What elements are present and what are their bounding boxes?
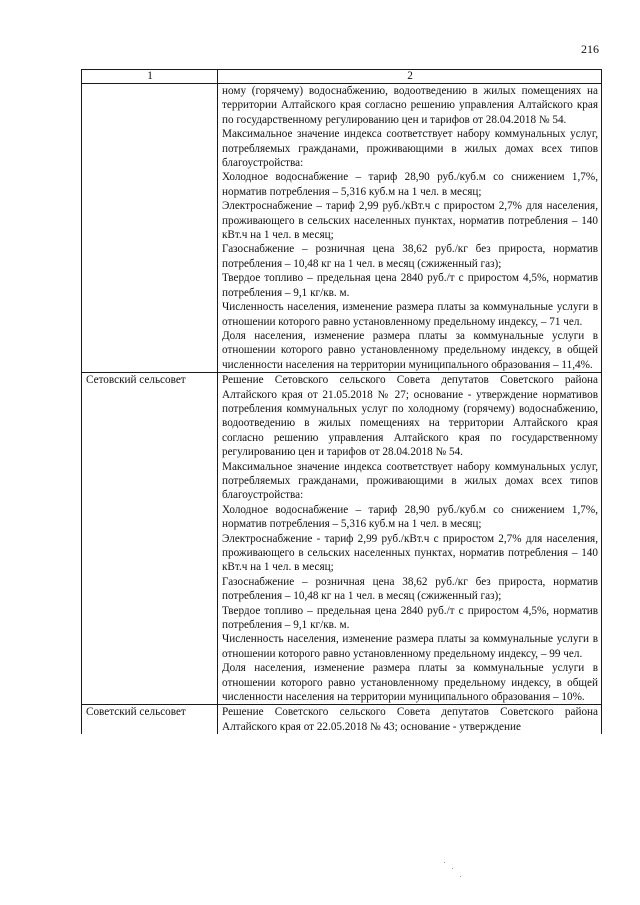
decision-content-cell	[218, 84, 602, 373]
table-row	[82, 705, 602, 735]
decision-content-cell	[218, 373, 602, 705]
paragraph-electricity: Электроснабжение - тариф 2,99 руб./кВт.ч с приростом 2,7% для населения, проживающего в сельских населенных пунктах, норматив потребления – 140 кВт.ч на 1 чел. в месяц;	[222, 532, 598, 574]
page-number: 216	[581, 42, 599, 56]
column-header-2: 2	[218, 70, 602, 84]
clipped-text-wrapper	[222, 705, 598, 734]
table-row	[82, 84, 602, 373]
paragraph-population-count: Численность населения, изменение размера платы за коммунальные услуги в отношении которого равно установленному предельному индексу, – 71 чел.	[222, 301, 598, 328]
scan-speck	[452, 868, 453, 869]
scan-speck	[460, 876, 461, 877]
table-header-row	[82, 70, 602, 84]
settlement-name-cell	[82, 84, 218, 373]
settlement-name-cell: Сетовский сельсовет	[82, 373, 218, 705]
paragraph-electricity: Электроснабжение – тариф 2,99 руб./кВт.ч с приростом 2,7% для населения, проживающего в сельских населенных пунктах, норматив потребления – 140 кВт.ч на 1 чел. в месяц;	[222, 200, 598, 242]
paragraph-decision: Решение Сетовского сельского Совета депутатов Советского района Алтайского края от 21.05.2018 № 27; основание - утверждение нормативов потребления коммунальных услуг по холодному (горячему) водоснабжению, водоотведению в жилых помещениях на территории Алтайского края согласно решению управления Алтайского края по государственному регулированию цен и тарифов от 28.04.2018 № 54.	[222, 374, 598, 459]
paragraph-population-share: Доля населения, изменение размера платы за коммунальные услуги в отношении которого равно установленному предельному индексу, в общей численности населения на территории муниципального образования – 10%.	[222, 662, 598, 704]
paragraph-gas: Газоснабжение – розничная цена 38,62 руб./кг без прироста, норматив потребления – 10,48 кг на 1 чел. в месяц (сжиженный газ);	[222, 243, 598, 270]
column-header-1: 1	[82, 70, 218, 84]
paragraph-solid-fuel: Твердое топливо – предельная цена 2840 руб./т с приростом 4,5%, норматив потребления – 9,1 кг/кв. м.	[222, 272, 598, 299]
paragraph-continuation: ному (горячему) водоснабжению, водоотведению в жилых помещениях на территории Алтайского края согласно решению управления Алтайского края по государственному регулированию цен и тарифов от 28.04.2018 № 54.	[222, 85, 598, 126]
paragraph-cold-water: Холодное водоснабжение – тариф 28,90 руб./куб.м со снижением 1,7%, норматив потребления – 5,316 куб.м на 1 чел. в месяц;	[222, 503, 598, 531]
paragraph-decision: Решение Советского сельского Совета депутатов Советского района Алтайского края от 22.05.2018 № 43; основание - утверждение	[222, 706, 598, 733]
settlement-name-cell: Советский сельсовет	[82, 705, 218, 735]
settlements-table	[81, 69, 602, 734]
paragraph-solid-fuel: Твердое топливо – предельная цена 2840 руб./т с приростом 4,5%, норматив потребления – 9,1 кг/кв. м.	[222, 604, 598, 632]
paragraph-gas: Газоснабжение – розничная цена 38,62 руб./кг без прироста, норматив потребления – 10,48 кг на 1 чел. в месяц (сжиженный газ);	[222, 575, 598, 603]
decision-content-cell	[218, 705, 602, 735]
paragraph-cold-water: Холодное водоснабжение – тариф 28,90 руб./куб.м со снижением 1,7%, норматив потребления – 5,316 куб.м на 1 чел. в месяц;	[222, 171, 598, 198]
paragraph-population-count: Численность населения, изменение размера платы за коммунальные услуги в отношении которого равно установленному предельному индексу, – 99 чел.	[222, 633, 598, 660]
paragraph-max-index: Максимальное значение индекса соответствует набору коммунальных услуг, потребляемых гражданами, проживающими в жилых домах всех типов благоустройства:	[222, 460, 598, 502]
table-row	[82, 373, 602, 705]
scan-speck	[444, 862, 445, 863]
paragraph-max-index: Максимальное значение индекса соответствует набору коммунальных услуг, потребляемых гражданами, проживающими в жилых домах всех типов благоустройства:	[222, 128, 598, 170]
paragraph-population-share: Доля населения, изменение размера платы за коммунальные услуги в отношении которого равно установленному предельному индексу, в общей численности населения на территории муниципального образования – 11,4%.	[222, 329, 598, 371]
